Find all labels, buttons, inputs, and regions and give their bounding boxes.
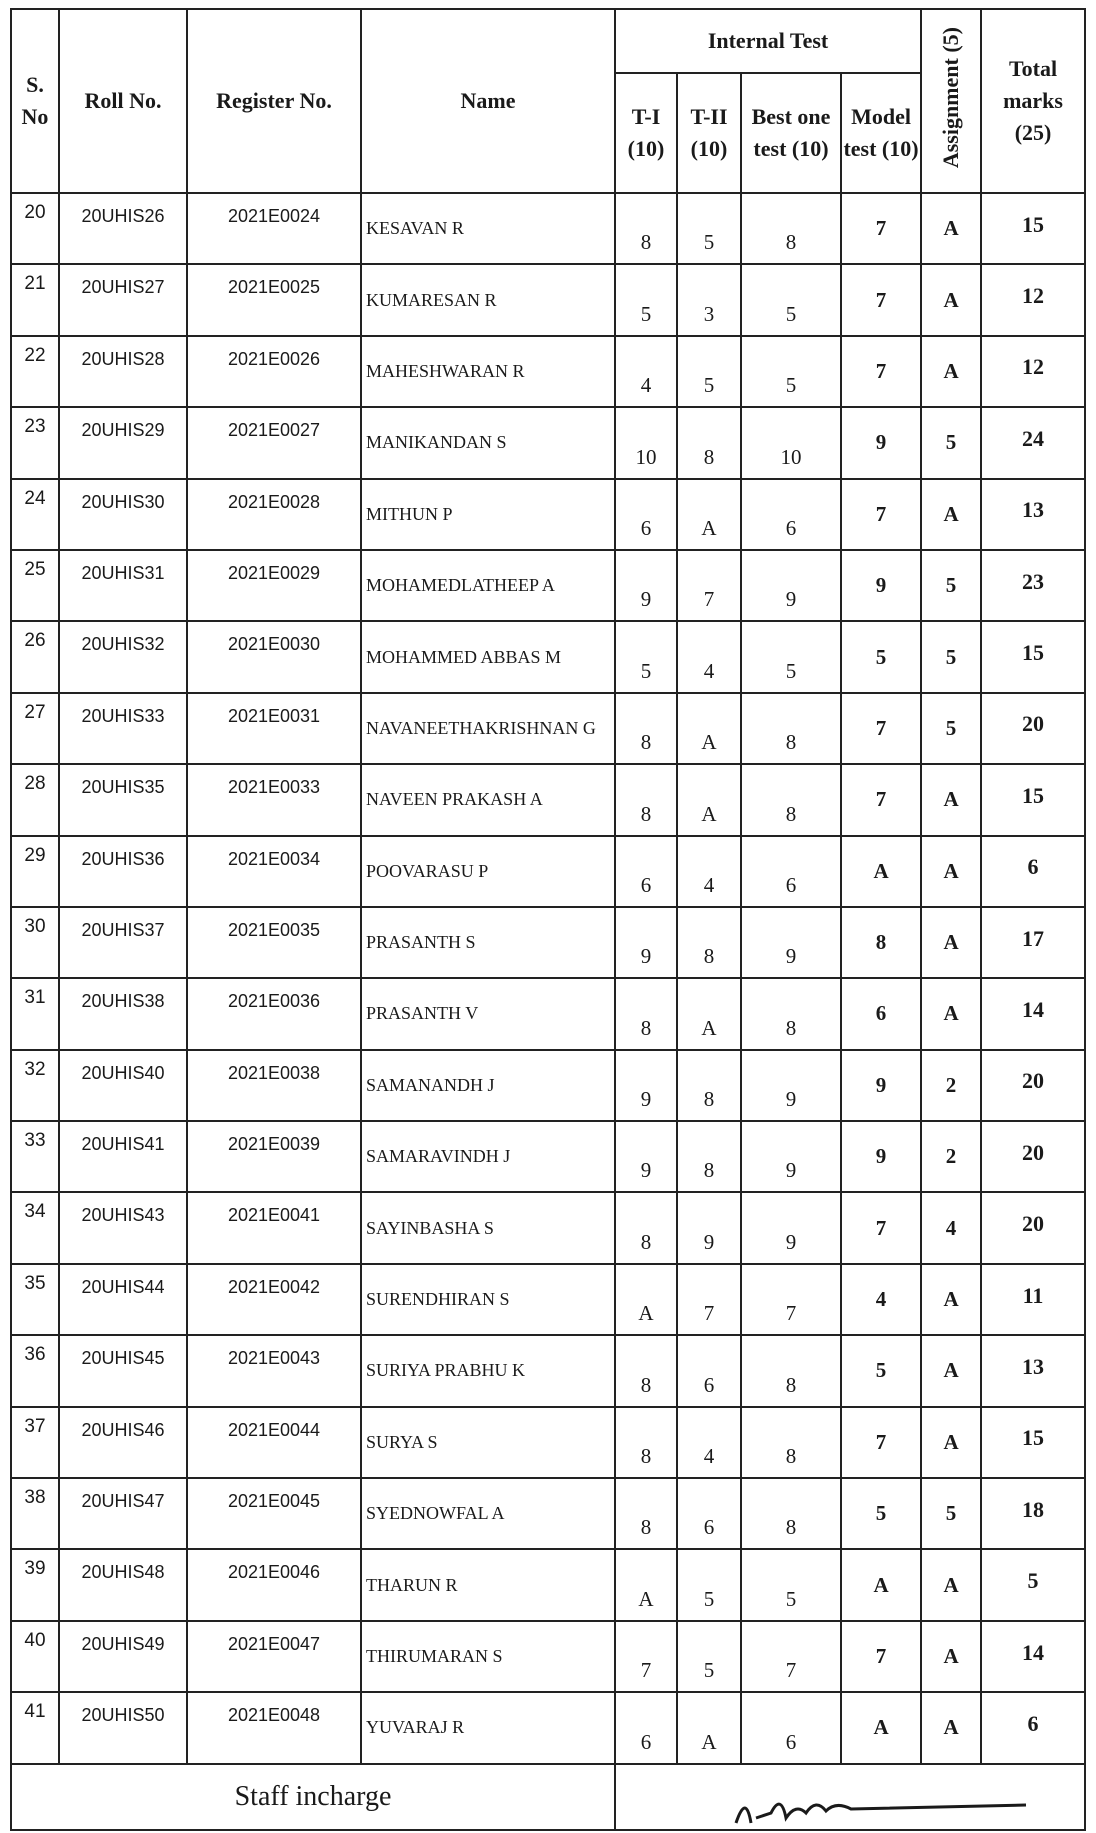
cell-t1: 8 [615, 978, 677, 1049]
header-sno: S. No [11, 9, 59, 193]
header-t2: T-II (10) [677, 73, 741, 193]
cell-roll-no: 20UHIS30 [59, 479, 187, 550]
cell-total: 23 [981, 550, 1085, 621]
cell-t1: 10 [615, 407, 677, 478]
cell-assignment: A [921, 336, 981, 407]
cell-total: 12 [981, 336, 1085, 407]
cell-best-test: 6 [741, 1692, 841, 1763]
cell-total: 20 [981, 1121, 1085, 1192]
cell-best-test: 7 [741, 1264, 841, 1335]
cell-assignment: 5 [921, 407, 981, 478]
cell-sno: 37 [11, 1407, 59, 1478]
cell-t1: 9 [615, 1050, 677, 1121]
cell-sno: 39 [11, 1549, 59, 1620]
cell-assignment: A [921, 1621, 981, 1692]
cell-best-test: 7 [741, 1621, 841, 1692]
table-row [11, 550, 1085, 621]
table-row [11, 836, 1085, 907]
table-row [11, 1549, 1085, 1620]
cell-total: 6 [981, 836, 1085, 907]
cell-model-test: 9 [841, 1050, 921, 1121]
cell-sno: 30 [11, 907, 59, 978]
cell-t1: 8 [615, 193, 677, 264]
cell-t2: A [677, 978, 741, 1049]
cell-t2: 8 [677, 1121, 741, 1192]
cell-roll-no: 20UHIS50 [59, 1692, 187, 1763]
cell-roll-no: 20UHIS38 [59, 978, 187, 1049]
cell-best-test: 6 [741, 836, 841, 907]
cell-t1: 9 [615, 1121, 677, 1192]
cell-total: 13 [981, 1335, 1085, 1406]
cell-total: 6 [981, 1692, 1085, 1763]
cell-name: MANIKANDAN S [361, 407, 615, 478]
cell-best-test: 10 [741, 407, 841, 478]
cell-sno: 23 [11, 407, 59, 478]
cell-total: 5 [981, 1549, 1085, 1620]
cell-model-test: 7 [841, 264, 921, 335]
table-body [11, 264, 1085, 1763]
cell-t1: 6 [615, 836, 677, 907]
cell-register-no: 2021E0024 [187, 193, 361, 264]
cell-name: MOHAMEDLATHEEP A [361, 550, 615, 621]
cell-t2: 8 [677, 407, 741, 478]
cell-t1: 6 [615, 479, 677, 550]
cell-roll-no: 20UHIS28 [59, 336, 187, 407]
cell-name: YUVARAJ R [361, 1692, 615, 1763]
cell-total: 17 [981, 907, 1085, 978]
table-row [11, 479, 1085, 550]
cell-assignment: A [921, 1549, 981, 1620]
cell-sno: 38 [11, 1478, 59, 1549]
cell-t1: 8 [615, 693, 677, 764]
cell-best-test: 8 [741, 193, 841, 264]
cell-total: 15 [981, 193, 1085, 264]
cell-roll-no: 20UHIS29 [59, 407, 187, 478]
table-row [11, 1407, 1085, 1478]
cell-model-test: 7 [841, 193, 921, 264]
table-row [11, 1478, 1085, 1549]
cell-sno: 33 [11, 1121, 59, 1192]
cell-name: POOVARASU P [361, 836, 615, 907]
cell-register-no: 2021E0046 [187, 1549, 361, 1620]
cell-t1: 9 [615, 907, 677, 978]
cell-register-no: 2021E0035 [187, 907, 361, 978]
table-row [11, 264, 1085, 335]
cell-t2: 8 [677, 907, 741, 978]
header-assignment: Assignment (5) [921, 9, 981, 193]
cell-sno: 34 [11, 1192, 59, 1263]
cell-name: SAMANANDH J [361, 1050, 615, 1121]
cell-name: MITHUN P [361, 479, 615, 550]
cell-sno: 21 [11, 264, 59, 335]
table-row [11, 193, 1085, 264]
cell-name: NAVEEN PRAKASH A [361, 764, 615, 835]
table-row [11, 1264, 1085, 1335]
cell-t1: 6 [615, 1692, 677, 1763]
cell-model-test: 9 [841, 407, 921, 478]
cell-sno: 20 [11, 193, 59, 264]
table-row [11, 1335, 1085, 1406]
cell-best-test: 5 [741, 336, 841, 407]
cell-roll-no: 20UHIS31 [59, 550, 187, 621]
table-row [11, 1050, 1085, 1121]
cell-best-test: 5 [741, 264, 841, 335]
cell-register-no: 2021E0036 [187, 978, 361, 1049]
cell-t1: 5 [615, 264, 677, 335]
cell-register-no: 2021E0027 [187, 407, 361, 478]
cell-t1: 8 [615, 1335, 677, 1406]
cell-best-test: 6 [741, 479, 841, 550]
cell-model-test: 5 [841, 621, 921, 692]
cell-roll-no: 20UHIS36 [59, 836, 187, 907]
cell-assignment: 4 [921, 1192, 981, 1263]
cell-name: SYEDNOWFAL A [361, 1478, 615, 1549]
cell-total: 20 [981, 693, 1085, 764]
cell-roll-no: 20UHIS32 [59, 621, 187, 692]
table-row [11, 693, 1085, 764]
cell-t2: 9 [677, 1192, 741, 1263]
cell-register-no: 2021E0048 [187, 1692, 361, 1763]
cell-t2: 5 [677, 193, 741, 264]
cell-name: THIRUMARAN S [361, 1621, 615, 1692]
cell-name: NAVANEETHAKRISHNAN G [361, 693, 615, 764]
cell-roll-no: 20UHIS43 [59, 1192, 187, 1263]
cell-register-no: 2021E0031 [187, 693, 361, 764]
cell-roll-no: 20UHIS40 [59, 1050, 187, 1121]
cell-t2: A [677, 479, 741, 550]
cell-t1: 4 [615, 336, 677, 407]
cell-assignment: A [921, 479, 981, 550]
table-row [11, 1692, 1085, 1763]
cell-model-test: 7 [841, 336, 921, 407]
cell-best-test: 9 [741, 1192, 841, 1263]
cell-roll-no: 20UHIS46 [59, 1407, 187, 1478]
cell-name: PRASANTH V [361, 978, 615, 1049]
cell-model-test: A [841, 1692, 921, 1763]
cell-model-test: 6 [841, 978, 921, 1049]
cell-name: MAHESHWARAN R [361, 336, 615, 407]
cell-roll-no: 20UHIS44 [59, 1264, 187, 1335]
cell-name: SURENDHIRAN S [361, 1264, 615, 1335]
cell-sno: 28 [11, 764, 59, 835]
cell-name: KUMARESAN R [361, 264, 615, 335]
cell-t2: 3 [677, 264, 741, 335]
cell-best-test: 8 [741, 978, 841, 1049]
cell-t2: 4 [677, 1407, 741, 1478]
staff-incharge-label: Staff incharge [11, 1764, 615, 1830]
cell-t1: A [615, 1264, 677, 1335]
cell-sno: 31 [11, 978, 59, 1049]
cell-name: THARUN R [361, 1549, 615, 1620]
cell-t2: A [677, 764, 741, 835]
cell-register-no: 2021E0044 [187, 1407, 361, 1478]
cell-register-no: 2021E0033 [187, 764, 361, 835]
cell-t1: 8 [615, 1192, 677, 1263]
cell-model-test: 8 [841, 907, 921, 978]
cell-roll-no: 20UHIS35 [59, 764, 187, 835]
cell-register-no: 2021E0039 [187, 1121, 361, 1192]
cell-t2: 5 [677, 1549, 741, 1620]
cell-name: KESAVAN R [361, 193, 615, 264]
cell-total: 20 [981, 1192, 1085, 1263]
cell-best-test: 8 [741, 1335, 841, 1406]
table-row [11, 407, 1085, 478]
cell-assignment: 5 [921, 693, 981, 764]
header-roll: Roll No. [59, 9, 187, 193]
marks-sheet [10, 8, 1084, 1831]
cell-register-no: 2021E0025 [187, 264, 361, 335]
cell-assignment: 5 [921, 1478, 981, 1549]
cell-model-test: 9 [841, 1121, 921, 1192]
cell-name: SAYINBASHA S [361, 1192, 615, 1263]
cell-name: SURIYA PRABHU K [361, 1335, 615, 1406]
cell-roll-no: 20UHIS27 [59, 264, 187, 335]
cell-t2: 7 [677, 550, 741, 621]
cell-t1: 8 [615, 1407, 677, 1478]
cell-t2: 4 [677, 621, 741, 692]
cell-best-test: 5 [741, 621, 841, 692]
cell-total: 15 [981, 621, 1085, 692]
cell-assignment: A [921, 264, 981, 335]
cell-t2: A [677, 693, 741, 764]
cell-total: 15 [981, 1407, 1085, 1478]
cell-t2: A [677, 1692, 741, 1763]
cell-assignment: A [921, 764, 981, 835]
cell-best-test: 9 [741, 1121, 841, 1192]
cell-sno: 29 [11, 836, 59, 907]
cell-roll-no: 20UHIS47 [59, 1478, 187, 1549]
cell-sno: 35 [11, 1264, 59, 1335]
table-header [11, 9, 1085, 193]
cell-total: 12 [981, 264, 1085, 335]
cell-sno: 24 [11, 479, 59, 550]
header-t1: T-I (10) [615, 73, 677, 193]
staff-signature [615, 1764, 1085, 1830]
cell-name: MOHAMMED ABBAS M [361, 621, 615, 692]
cell-model-test: 7 [841, 1192, 921, 1263]
cell-roll-no: 20UHIS45 [59, 1335, 187, 1406]
cell-best-test: 8 [741, 1407, 841, 1478]
cell-assignment: A [921, 1692, 981, 1763]
cell-sno: 40 [11, 1621, 59, 1692]
cell-roll-no: 20UHIS26 [59, 193, 187, 264]
cell-sno: 36 [11, 1335, 59, 1406]
cell-model-test: 9 [841, 550, 921, 621]
cell-roll-no: 20UHIS49 [59, 1621, 187, 1692]
table-footer [11, 1764, 1085, 1830]
cell-t2: 7 [677, 1264, 741, 1335]
cell-assignment: A [921, 1335, 981, 1406]
cell-model-test: 7 [841, 764, 921, 835]
cell-assignment: 2 [921, 1050, 981, 1121]
cell-best-test: 9 [741, 1050, 841, 1121]
cell-sno: 32 [11, 1050, 59, 1121]
cell-register-no: 2021E0038 [187, 1050, 361, 1121]
cell-sno: 27 [11, 693, 59, 764]
cell-model-test: 7 [841, 1621, 921, 1692]
cell-register-no: 2021E0030 [187, 621, 361, 692]
cell-t2: 5 [677, 1621, 741, 1692]
cell-name: PRASANTH S [361, 907, 615, 978]
cell-assignment: 5 [921, 550, 981, 621]
table-row [11, 1621, 1085, 1692]
signature-mark [726, 1783, 1046, 1833]
cell-total: 11 [981, 1264, 1085, 1335]
cell-best-test: 8 [741, 693, 841, 764]
table-row [11, 764, 1085, 835]
marks-table [10, 8, 1086, 1831]
cell-model-test: 7 [841, 479, 921, 550]
cell-total: 14 [981, 1621, 1085, 1692]
table-row [11, 1192, 1085, 1263]
cell-best-test: 8 [741, 1478, 841, 1549]
cell-best-test: 5 [741, 1549, 841, 1620]
cell-sno: 25 [11, 550, 59, 621]
cell-assignment: A [921, 1407, 981, 1478]
cell-name: SAMARAVINDH J [361, 1121, 615, 1192]
cell-register-no: 2021E0041 [187, 1192, 361, 1263]
table-row [11, 336, 1085, 407]
cell-total: 20 [981, 1050, 1085, 1121]
cell-assignment: A [921, 193, 981, 264]
cell-register-no: 2021E0028 [187, 479, 361, 550]
cell-sno: 41 [11, 1692, 59, 1763]
cell-register-no: 2021E0047 [187, 1621, 361, 1692]
table-row [11, 907, 1085, 978]
header-reg: Register No. [187, 9, 361, 193]
cell-best-test: 9 [741, 550, 841, 621]
cell-t1: 8 [615, 1478, 677, 1549]
cell-assignment: A [921, 1264, 981, 1335]
cell-name: SURYA S [361, 1407, 615, 1478]
table-row [11, 621, 1085, 692]
cell-assignment: 2 [921, 1121, 981, 1192]
cell-register-no: 2021E0042 [187, 1264, 361, 1335]
cell-roll-no: 20UHIS33 [59, 693, 187, 764]
cell-t1: A [615, 1549, 677, 1620]
cell-model-test: 7 [841, 693, 921, 764]
cell-roll-no: 20UHIS48 [59, 1549, 187, 1620]
cell-total: 14 [981, 978, 1085, 1049]
cell-t1: 7 [615, 1621, 677, 1692]
cell-t2: 6 [677, 1478, 741, 1549]
cell-model-test: 4 [841, 1264, 921, 1335]
cell-t2: 4 [677, 836, 741, 907]
cell-total: 13 [981, 479, 1085, 550]
cell-roll-no: 20UHIS37 [59, 907, 187, 978]
cell-assignment: A [921, 836, 981, 907]
cell-model-test: 7 [841, 1407, 921, 1478]
cell-assignment: 5 [921, 621, 981, 692]
header-best: Best one test (10) [741, 73, 841, 193]
header-name: Name [361, 9, 615, 193]
cell-register-no: 2021E0043 [187, 1335, 361, 1406]
header-model: Model test (10) [841, 73, 921, 193]
cell-register-no: 2021E0029 [187, 550, 361, 621]
cell-model-test: 5 [841, 1335, 921, 1406]
cell-register-no: 2021E0026 [187, 336, 361, 407]
cell-register-no: 2021E0034 [187, 836, 361, 907]
cell-assignment: A [921, 907, 981, 978]
cell-roll-no: 20UHIS41 [59, 1121, 187, 1192]
table-row [11, 1121, 1085, 1192]
cell-total: 18 [981, 1478, 1085, 1549]
cell-total: 24 [981, 407, 1085, 478]
cell-total: 15 [981, 764, 1085, 835]
table-row [11, 978, 1085, 1049]
cell-sno: 26 [11, 621, 59, 692]
cell-t1: 5 [615, 621, 677, 692]
cell-model-test: 5 [841, 1478, 921, 1549]
cell-best-test: 8 [741, 764, 841, 835]
header-internal-test: Internal Test [615, 9, 921, 73]
cell-model-test: A [841, 836, 921, 907]
cell-t2: 6 [677, 1335, 741, 1406]
header-total: Total marks (25) [981, 9, 1085, 193]
cell-register-no: 2021E0045 [187, 1478, 361, 1549]
cell-t1: 8 [615, 764, 677, 835]
cell-sno: 22 [11, 336, 59, 407]
cell-assignment: A [921, 978, 981, 1049]
cell-t1: 9 [615, 550, 677, 621]
cell-t2: 5 [677, 336, 741, 407]
cell-model-test: A [841, 1549, 921, 1620]
cell-t2: 8 [677, 1050, 741, 1121]
cell-best-test: 9 [741, 907, 841, 978]
